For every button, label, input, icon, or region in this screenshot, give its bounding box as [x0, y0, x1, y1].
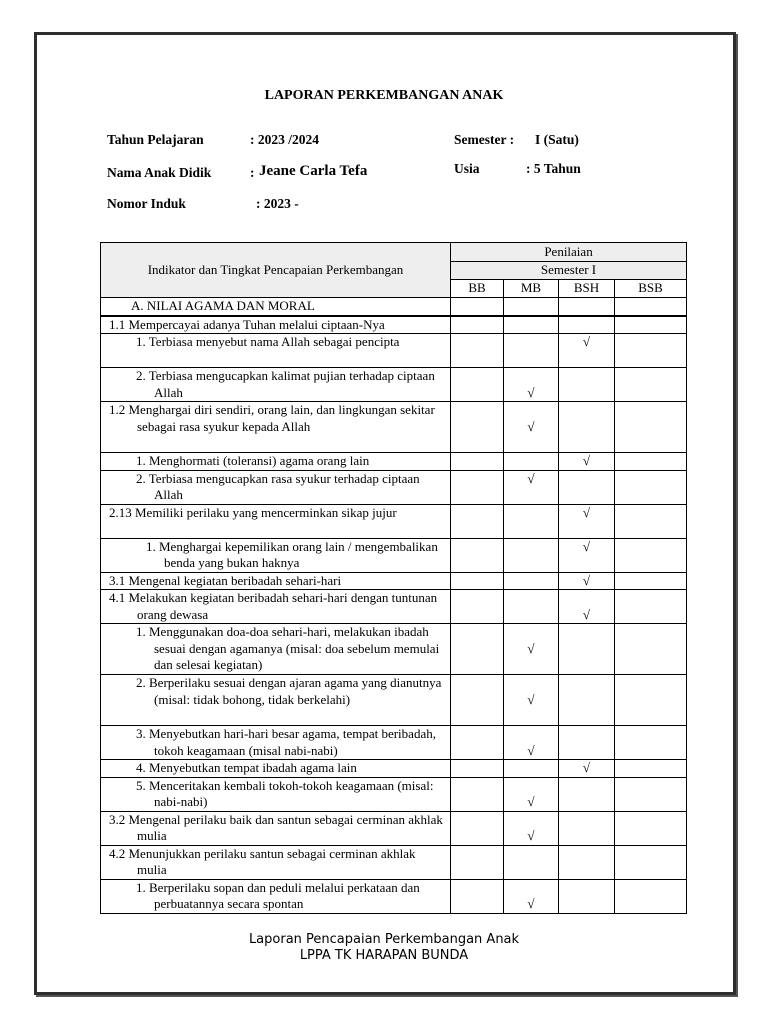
indicator-text: 5. Menceritakan kembali tokoh-tokoh keagamaan (misal: nabi-nabi)	[101, 777, 451, 811]
check-mark-mb: √	[504, 777, 559, 811]
indicator-text: 2. Berperilaku sesuai dengan ajaran agama yang dianutnya (misal: tidak bohong, tidak berkelahi)	[101, 675, 451, 726]
score-cell-bsh	[559, 624, 615, 675]
table-row	[101, 624, 687, 675]
score-cell-bsb	[615, 760, 687, 778]
score-cell-bb	[451, 777, 504, 811]
score-cell-bsb	[615, 811, 687, 845]
score-cell-bb	[451, 624, 504, 675]
check-mark-bsh: √	[559, 504, 615, 538]
score-cell-bsb	[615, 538, 687, 572]
score-cell-mb	[504, 504, 559, 538]
score-cell-bsb	[615, 453, 687, 471]
check-mark-mb: √	[504, 368, 559, 402]
score-cell-bsb	[615, 368, 687, 402]
check-mark-mb: √	[504, 470, 559, 504]
score-cell-bb	[451, 760, 504, 778]
score-cell-bb	[451, 879, 504, 913]
table-row	[101, 777, 687, 811]
score-cell-bsb	[615, 726, 687, 760]
indicator-text: 4.2 Menunjukkan perilaku santun sebagai cerminan akhlak mulia	[101, 845, 451, 879]
score-cell-bsb	[615, 624, 687, 675]
score-cell-bsh	[559, 811, 615, 845]
table-row	[101, 811, 687, 845]
indicator-text: 1.1 Mempercayai adanya Tuhan melalui ciptaan-Nya	[101, 316, 451, 334]
induk-label: Nomor Induk	[107, 196, 186, 211]
table-row	[101, 316, 687, 334]
report-title: LAPORAN PERKEMBANGAN ANAK	[264, 88, 504, 103]
semester-header: Semester I	[451, 262, 687, 280]
score-cell-bsh	[559, 402, 615, 453]
nama-label: Nama Anak Didik	[107, 165, 212, 180]
score-cell-bb	[451, 334, 504, 368]
indicator-text: 1. Menggunakan doa-doa sehari-hari, melakukan ibadah sesuai dengan agamanya (misal: doa sebelum memulai dan selesai kegiatan)	[101, 624, 451, 675]
score-cell-bsb	[615, 879, 687, 913]
table-row	[101, 572, 687, 590]
score-cell-bsh	[559, 316, 615, 334]
score-cell-mb	[504, 572, 559, 590]
score-cell-bsb	[615, 470, 687, 504]
indicator-text: 1.2 Menghargai diri sendiri, orang lain, dan lingkungan sekitar sebagai rasa syukur kepada Allah	[101, 402, 451, 453]
indicator-text: 2. Terbiasa mengucapkan rasa syukur terhadap ciptaan Allah	[101, 470, 451, 504]
table-row	[101, 845, 687, 879]
score-cell-bb	[451, 470, 504, 504]
score-cell-bb	[451, 811, 504, 845]
nama-value: Jeane Carla Tefa	[259, 163, 368, 179]
score-cell-bsb	[615, 334, 687, 368]
indicator-text: 1. Terbiasa menyebut nama Allah sebagai pencipta	[101, 334, 451, 368]
score-cell-bsb	[615, 572, 687, 590]
development-table	[100, 242, 687, 914]
score-cell-mb	[504, 845, 559, 879]
check-mark-bsh: √	[559, 590, 615, 624]
semester-value: I (Satu)	[535, 132, 579, 147]
indicator-text: 1. Berperilaku sopan dan peduli melalui perkataan dan perbuatannya secara spontan	[101, 879, 451, 913]
section-title: A. NILAI AGAMA DAN MORAL	[101, 298, 451, 316]
table-row	[101, 538, 687, 572]
score-cell-bb	[451, 538, 504, 572]
col-bb: BB	[451, 280, 504, 298]
score-cell-mb	[504, 760, 559, 778]
score-cell-bb	[451, 572, 504, 590]
indicator-header: Indikator dan Tingkat Pencapaian Perkembangan	[101, 243, 451, 298]
check-mark-bsh: √	[559, 572, 615, 590]
table-row	[101, 675, 687, 726]
check-mark-bsh: √	[559, 453, 615, 471]
usia-value: : 5 Tahun	[526, 161, 581, 176]
score-cell-bsh	[559, 777, 615, 811]
table-row	[101, 402, 687, 453]
score-cell-bsh	[559, 675, 615, 726]
score-cell-bsh	[559, 368, 615, 402]
score-cell-bsb	[615, 504, 687, 538]
score-cell-bb	[451, 504, 504, 538]
score-cell-mb	[504, 590, 559, 624]
indicator-text: 4. Menyebutkan tempat ibadah agama lain	[101, 760, 451, 778]
indicator-text: 1. Menghargai kepemilikan orang lain / mengembalikan benda yang bukan haknya	[101, 538, 451, 572]
col-bsh: BSH	[559, 280, 615, 298]
score-cell-bb	[451, 453, 504, 471]
table-row	[101, 590, 687, 624]
indicator-text: 3.2 Mengenal perilaku baik dan santun sebagai cerminan akhlak mulia	[101, 811, 451, 845]
usia-label: Usia	[454, 161, 480, 176]
score-cell-bb	[451, 675, 504, 726]
indicator-text: 1. Menghormati (toleransi) agama orang lain	[101, 453, 451, 471]
table-row	[101, 453, 687, 471]
score-cell-mb	[504, 538, 559, 572]
table-row	[101, 334, 687, 368]
score-cell-mb	[504, 334, 559, 368]
check-mark-mb: √	[504, 879, 559, 913]
col-mb: MB	[504, 280, 559, 298]
check-mark-bsh: √	[559, 760, 615, 778]
score-cell-bb	[451, 845, 504, 879]
score-cell-bsb	[615, 316, 687, 334]
table-row	[101, 879, 687, 913]
indicator-text: 2.13 Memiliki perilaku yang mencerminkan sikap jujur	[101, 504, 451, 538]
score-cell-bsb	[615, 777, 687, 811]
check-mark-mb: √	[504, 402, 559, 453]
score-cell-bb	[451, 368, 504, 402]
indicator-text: 3.1 Mengenal kegiatan beribadah sehari-hari	[101, 572, 451, 590]
indicator-text: 2. Terbiasa mengucapkan kalimat pujian terhadap ciptaan Allah	[101, 368, 451, 402]
score-cell-bsh	[559, 845, 615, 879]
tahun-label: Tahun Pelajaran	[107, 132, 204, 147]
score-cell-bsh	[559, 726, 615, 760]
score-cell-bb	[451, 402, 504, 453]
score-cell-bsb	[615, 675, 687, 726]
nama-colon: :	[250, 165, 255, 180]
check-mark-bsh: √	[559, 334, 615, 368]
semester-label: Semester :	[454, 132, 515, 147]
score-cell-bsb	[615, 845, 687, 879]
check-mark-mb: √	[504, 726, 559, 760]
check-mark-mb: √	[504, 624, 559, 675]
table-row	[101, 726, 687, 760]
table-row	[101, 504, 687, 538]
footer-line1: Laporan Pencapaian Perkembangan Anak	[248, 932, 520, 947]
score-cell-mb	[504, 316, 559, 334]
score-cell-bsh	[559, 470, 615, 504]
check-mark-mb: √	[504, 811, 559, 845]
induk-value: : 2023 -	[256, 196, 299, 211]
table-row	[101, 760, 687, 778]
table-row	[101, 368, 687, 402]
check-mark-bsh: √	[559, 538, 615, 572]
table-row	[101, 470, 687, 504]
score-cell-bb	[451, 726, 504, 760]
score-cell-bb	[451, 590, 504, 624]
score-cell-bsh	[559, 879, 615, 913]
footer-line2: LPPA TK HARAPAN BUNDA	[299, 948, 469, 963]
check-mark-mb: √	[504, 675, 559, 726]
indicator-text: 4.1 Melakukan kegiatan beribadah sehari-hari dengan tuntunan orang dewasa	[101, 590, 451, 624]
tahun-value: : 2023 /2024	[250, 132, 319, 147]
indicator-text: 3. Menyebutkan hari-hari besar agama, tempat beribadah, tokoh keagamaan (misal nabi-nabi)	[101, 726, 451, 760]
col-bsb: BSB	[615, 280, 687, 298]
score-cell-bsb	[615, 590, 687, 624]
score-cell-bsb	[615, 402, 687, 453]
score-cell-bb	[451, 316, 504, 334]
penilaian-header: Penilaian	[451, 243, 687, 262]
score-cell-mb	[504, 453, 559, 471]
